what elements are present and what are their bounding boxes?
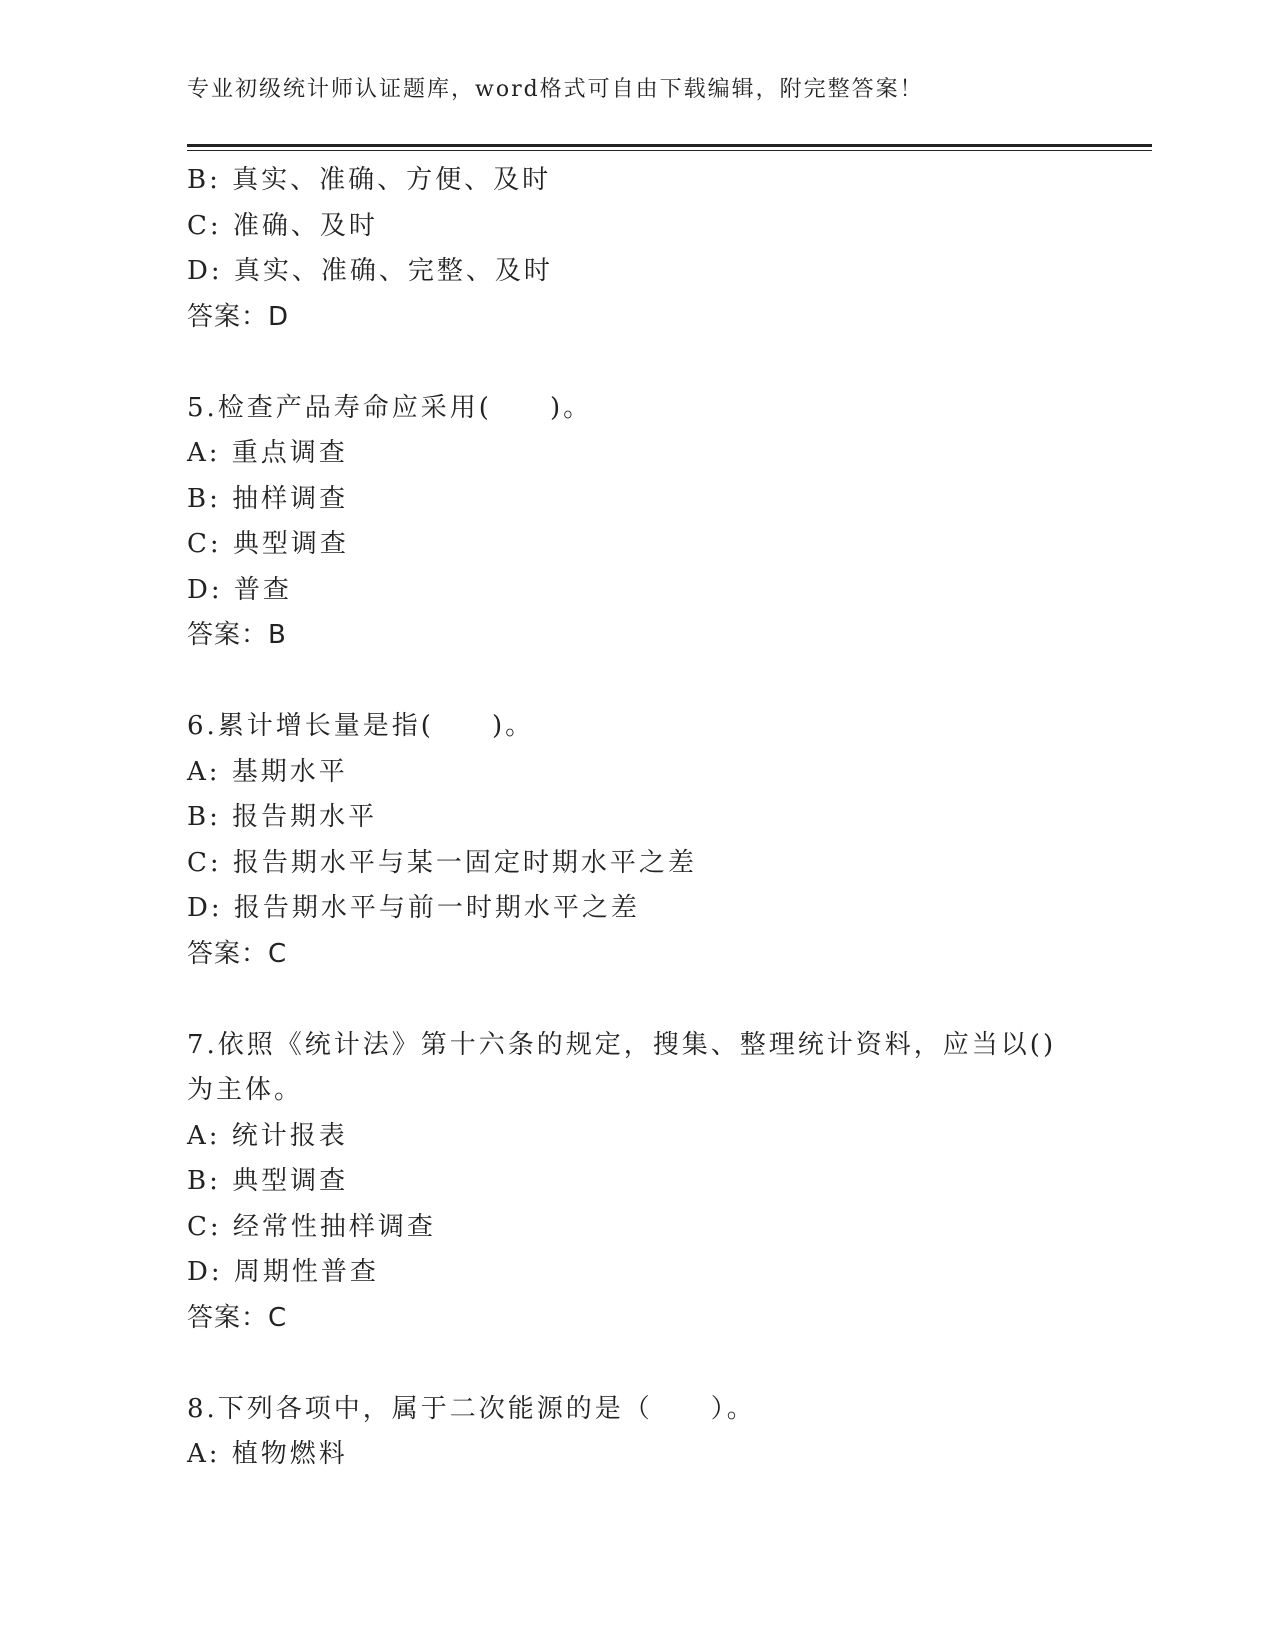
answer: 答案：C (187, 1302, 288, 1333)
option-b: B: 典型调查 (187, 1166, 349, 1196)
option-c: C: 准确、及时 (187, 210, 378, 241)
question-stem-line-1: 7.依照《统计法》第十六条的规定，搜集、整理统计资料，应当以() (187, 1029, 1057, 1060)
option-d: D: 普查 (187, 574, 292, 605)
question-list (187, 158, 1087, 1478)
option-d: D: 真实、准确、完整、及时 (187, 256, 553, 286)
option-b: B: 报告期水平 (187, 802, 378, 832)
question-7 (187, 1023, 1087, 1342)
answer: 答案：D (187, 301, 290, 332)
question-stem: 6.累计增长量是指( )。 (187, 711, 535, 741)
question-stem-line-2: 为主体。 (187, 1075, 304, 1105)
question-4 (187, 158, 1087, 340)
option-c: C: 报告期水平与某一固定时期水平之差 (187, 847, 697, 878)
answer: 答案：B (187, 620, 287, 650)
option-d: D: 报告期水平与前一时期水平之差 (187, 893, 640, 923)
option-a: A: 统计报表 (187, 1120, 348, 1151)
question-6 (187, 704, 1087, 977)
option-b: B: 抽样调查 (187, 483, 349, 514)
answer: 答案：C (187, 938, 288, 969)
option-b: B: 真实、准确、方便、及时 (187, 165, 552, 195)
question-5 (187, 386, 1087, 659)
question-stem: 5.检查产品寿命应采用( )。 (187, 392, 593, 423)
option-c: C: 典型调查 (187, 529, 349, 559)
header-divider (187, 144, 1152, 151)
option-c: C: 经常性抽样调查 (187, 1211, 436, 1242)
question-stem: 8.下列各项中，属于二次能源的是（ ）。 (187, 1393, 756, 1424)
page-header: 专业初级统计师认证题库，word格式可自由下载编辑，附完整答案！ (187, 77, 924, 102)
option-d: D: 周期性普查 (187, 1257, 379, 1287)
option-a: A: 重点调查 (187, 438, 348, 468)
option-a: A: 基期水平 (187, 756, 348, 787)
question-8 (187, 1387, 1087, 1478)
option-a: A: 植物燃料 (187, 1439, 348, 1469)
